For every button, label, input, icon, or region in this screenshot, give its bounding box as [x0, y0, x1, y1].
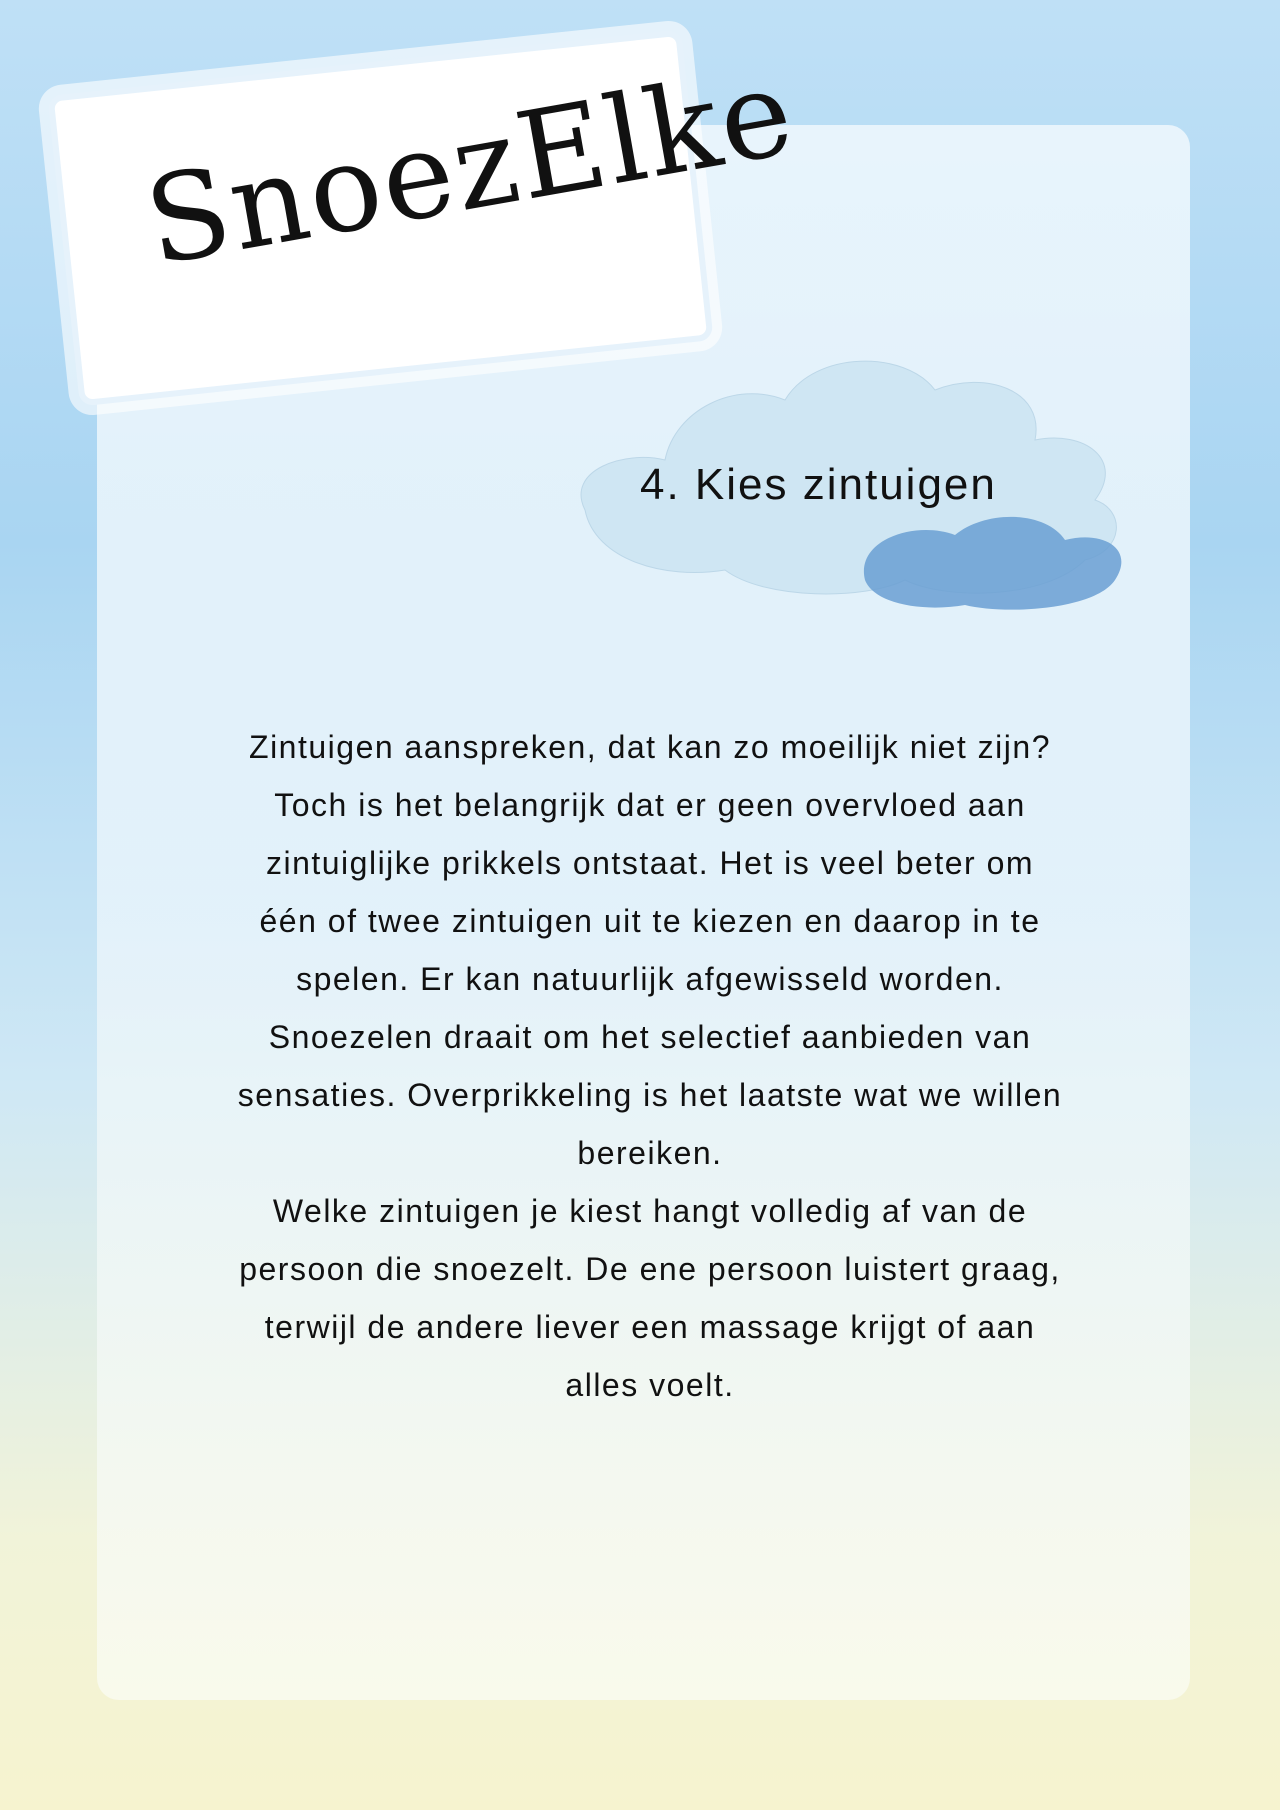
body-line: Welke zintuigen je kiest hangt volledig af van de: [272, 1193, 1028, 1229]
body-line: één of twee zintuigen uit te kiezen en daarop in te: [259, 903, 1041, 939]
body-line: sensaties. Overprikkeling is het laatste wat we willen: [237, 1077, 1063, 1113]
body-line: Zintuigen aanspreken, dat kan zo moeilijk niet zijn?: [249, 729, 1051, 765]
body-line: bereiken.: [577, 1135, 723, 1171]
body-line: Toch is het belangrijk dat er geen overvloed aan: [274, 787, 1026, 823]
body-paragraph: [100, 718, 1200, 1414]
body-line: alles voelt.: [565, 1367, 735, 1403]
body-line: zintuiglijke prikkels ontstaat. Het is veel beter om: [265, 845, 1035, 881]
logo-text: SnoezElke: [136, 42, 805, 294]
page-title: 4. Kies zintuigen: [640, 460, 997, 509]
body-line: persoon die snoezelt. De ene persoon luistert graag,: [239, 1251, 1061, 1287]
body-line: Snoezelen draait om het selectief aanbieden van: [268, 1019, 1032, 1055]
body-line: spelen. Er kan natuurlijk afgewisseld worden.: [296, 961, 1004, 997]
body-line: terwijl de andere liever een massage krijgt of aan: [264, 1309, 1036, 1345]
